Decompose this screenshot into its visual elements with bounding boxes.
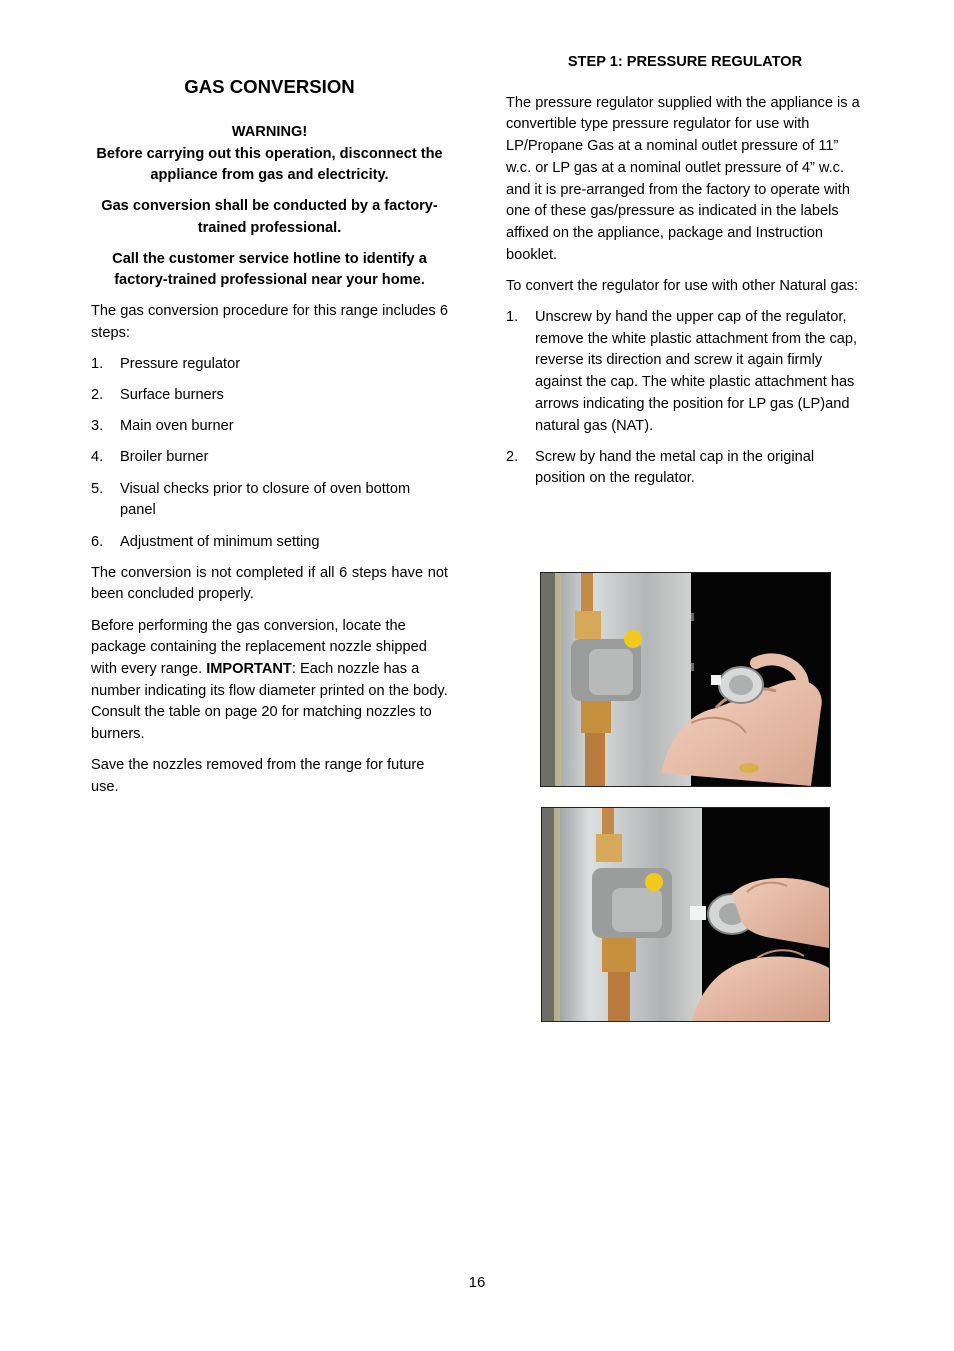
warning-disconnect: Before carrying out this operation, disconnect the appliance from gas and electricity. bbox=[96, 145, 443, 184]
list-number: 4. bbox=[91, 449, 104, 466]
important-label: IMPORTANT bbox=[206, 661, 292, 678]
list-item bbox=[91, 416, 448, 438]
before-paragraph bbox=[91, 616, 448, 746]
step-title: STEP 1: PRESSURE REGULATOR bbox=[567, 54, 803, 70]
list-text: Pressure regulator bbox=[120, 355, 241, 372]
right-column bbox=[506, 52, 864, 500]
warning-professional: Gas conversion shall be conducted by a factory-trained professional. bbox=[101, 198, 438, 236]
list-text: Surface burners bbox=[120, 387, 224, 404]
regulator-unscrew-image bbox=[541, 573, 830, 786]
list-item bbox=[91, 385, 448, 407]
list-text: Main oven burner bbox=[120, 418, 234, 435]
list-number: 3. bbox=[91, 418, 104, 435]
convert-paragraph: To convert the regulator for use with other Natural gas: bbox=[506, 277, 859, 294]
before-text-b: : Each nozzle has a number indicating its flow diameter printed on the body. Consult the table on page 20 for matching nozzles to burners. bbox=[91, 661, 448, 743]
list-text: Broiler burner bbox=[120, 449, 209, 466]
list-number: 1. bbox=[91, 355, 104, 372]
list-text: Unscrew by hand the upper cap of the regulator, remove the white plastic attachment from the cap, reverse its direction and screw it again firmly against the cap. The white plastic attachment has arrows indicating the position for LP gas (LP)and natural gas (NAT). bbox=[535, 309, 858, 434]
warning-hotline: Call the customer service hotline to identify a factory-trained professional near your home. bbox=[112, 250, 427, 289]
regulator-steps-list bbox=[506, 307, 864, 490]
save-paragraph: Save the nozzles removed from the range for future use. bbox=[91, 757, 425, 796]
list-item bbox=[91, 354, 448, 376]
list-number: 2. bbox=[506, 448, 519, 465]
regulator-photo-unscrew bbox=[540, 572, 831, 787]
list-text: Screw by hand the metal cap in the original position on the regulator. bbox=[535, 448, 815, 487]
regulator-screw-image bbox=[542, 808, 829, 1021]
list-text: Adjustment of minimum setting bbox=[120, 533, 320, 550]
list-item bbox=[91, 447, 448, 469]
left-column bbox=[91, 74, 448, 808]
list-item bbox=[91, 479, 448, 522]
list-item bbox=[91, 532, 448, 554]
not-completed-paragraph: The conversion is not completed if all 6 steps have not been concluded properly. bbox=[91, 564, 448, 603]
regulator-photo-screw bbox=[541, 807, 830, 1022]
conversion-steps-list bbox=[91, 354, 448, 553]
page-title: GAS CONVERSION bbox=[184, 76, 355, 97]
before-text-a: Before performing the gas conversion, locate the package containing the replacement nozzle shipped with every range. bbox=[91, 617, 427, 678]
list-number: 6. bbox=[91, 533, 104, 550]
regulator-paragraph: The pressure regulator supplied with the appliance is a convertible type pressure regulator for use with LP/Propane Gas at a nominal outlet pressure of 11” w.c. or LP gas at a nominal outlet pressure of 4” w.c. and it is pre-arranged from the factory to operate with one of these gas/pressure as indicated in the labels affixed on the appliance, package and Instruction booklet. bbox=[506, 94, 860, 263]
warning-heading: WARNING! bbox=[231, 124, 308, 140]
page-number: 16 bbox=[468, 1274, 486, 1291]
list-text: Visual checks prior to closure of oven bottom panel bbox=[120, 480, 411, 519]
list-number: 1. bbox=[506, 309, 519, 326]
list-number: 2. bbox=[91, 387, 104, 404]
list-number: 5. bbox=[91, 480, 104, 497]
intro-paragraph: The gas conversion procedure for this range includes 6 steps: bbox=[91, 302, 448, 341]
list-item bbox=[506, 447, 864, 490]
list-item bbox=[506, 307, 864, 437]
